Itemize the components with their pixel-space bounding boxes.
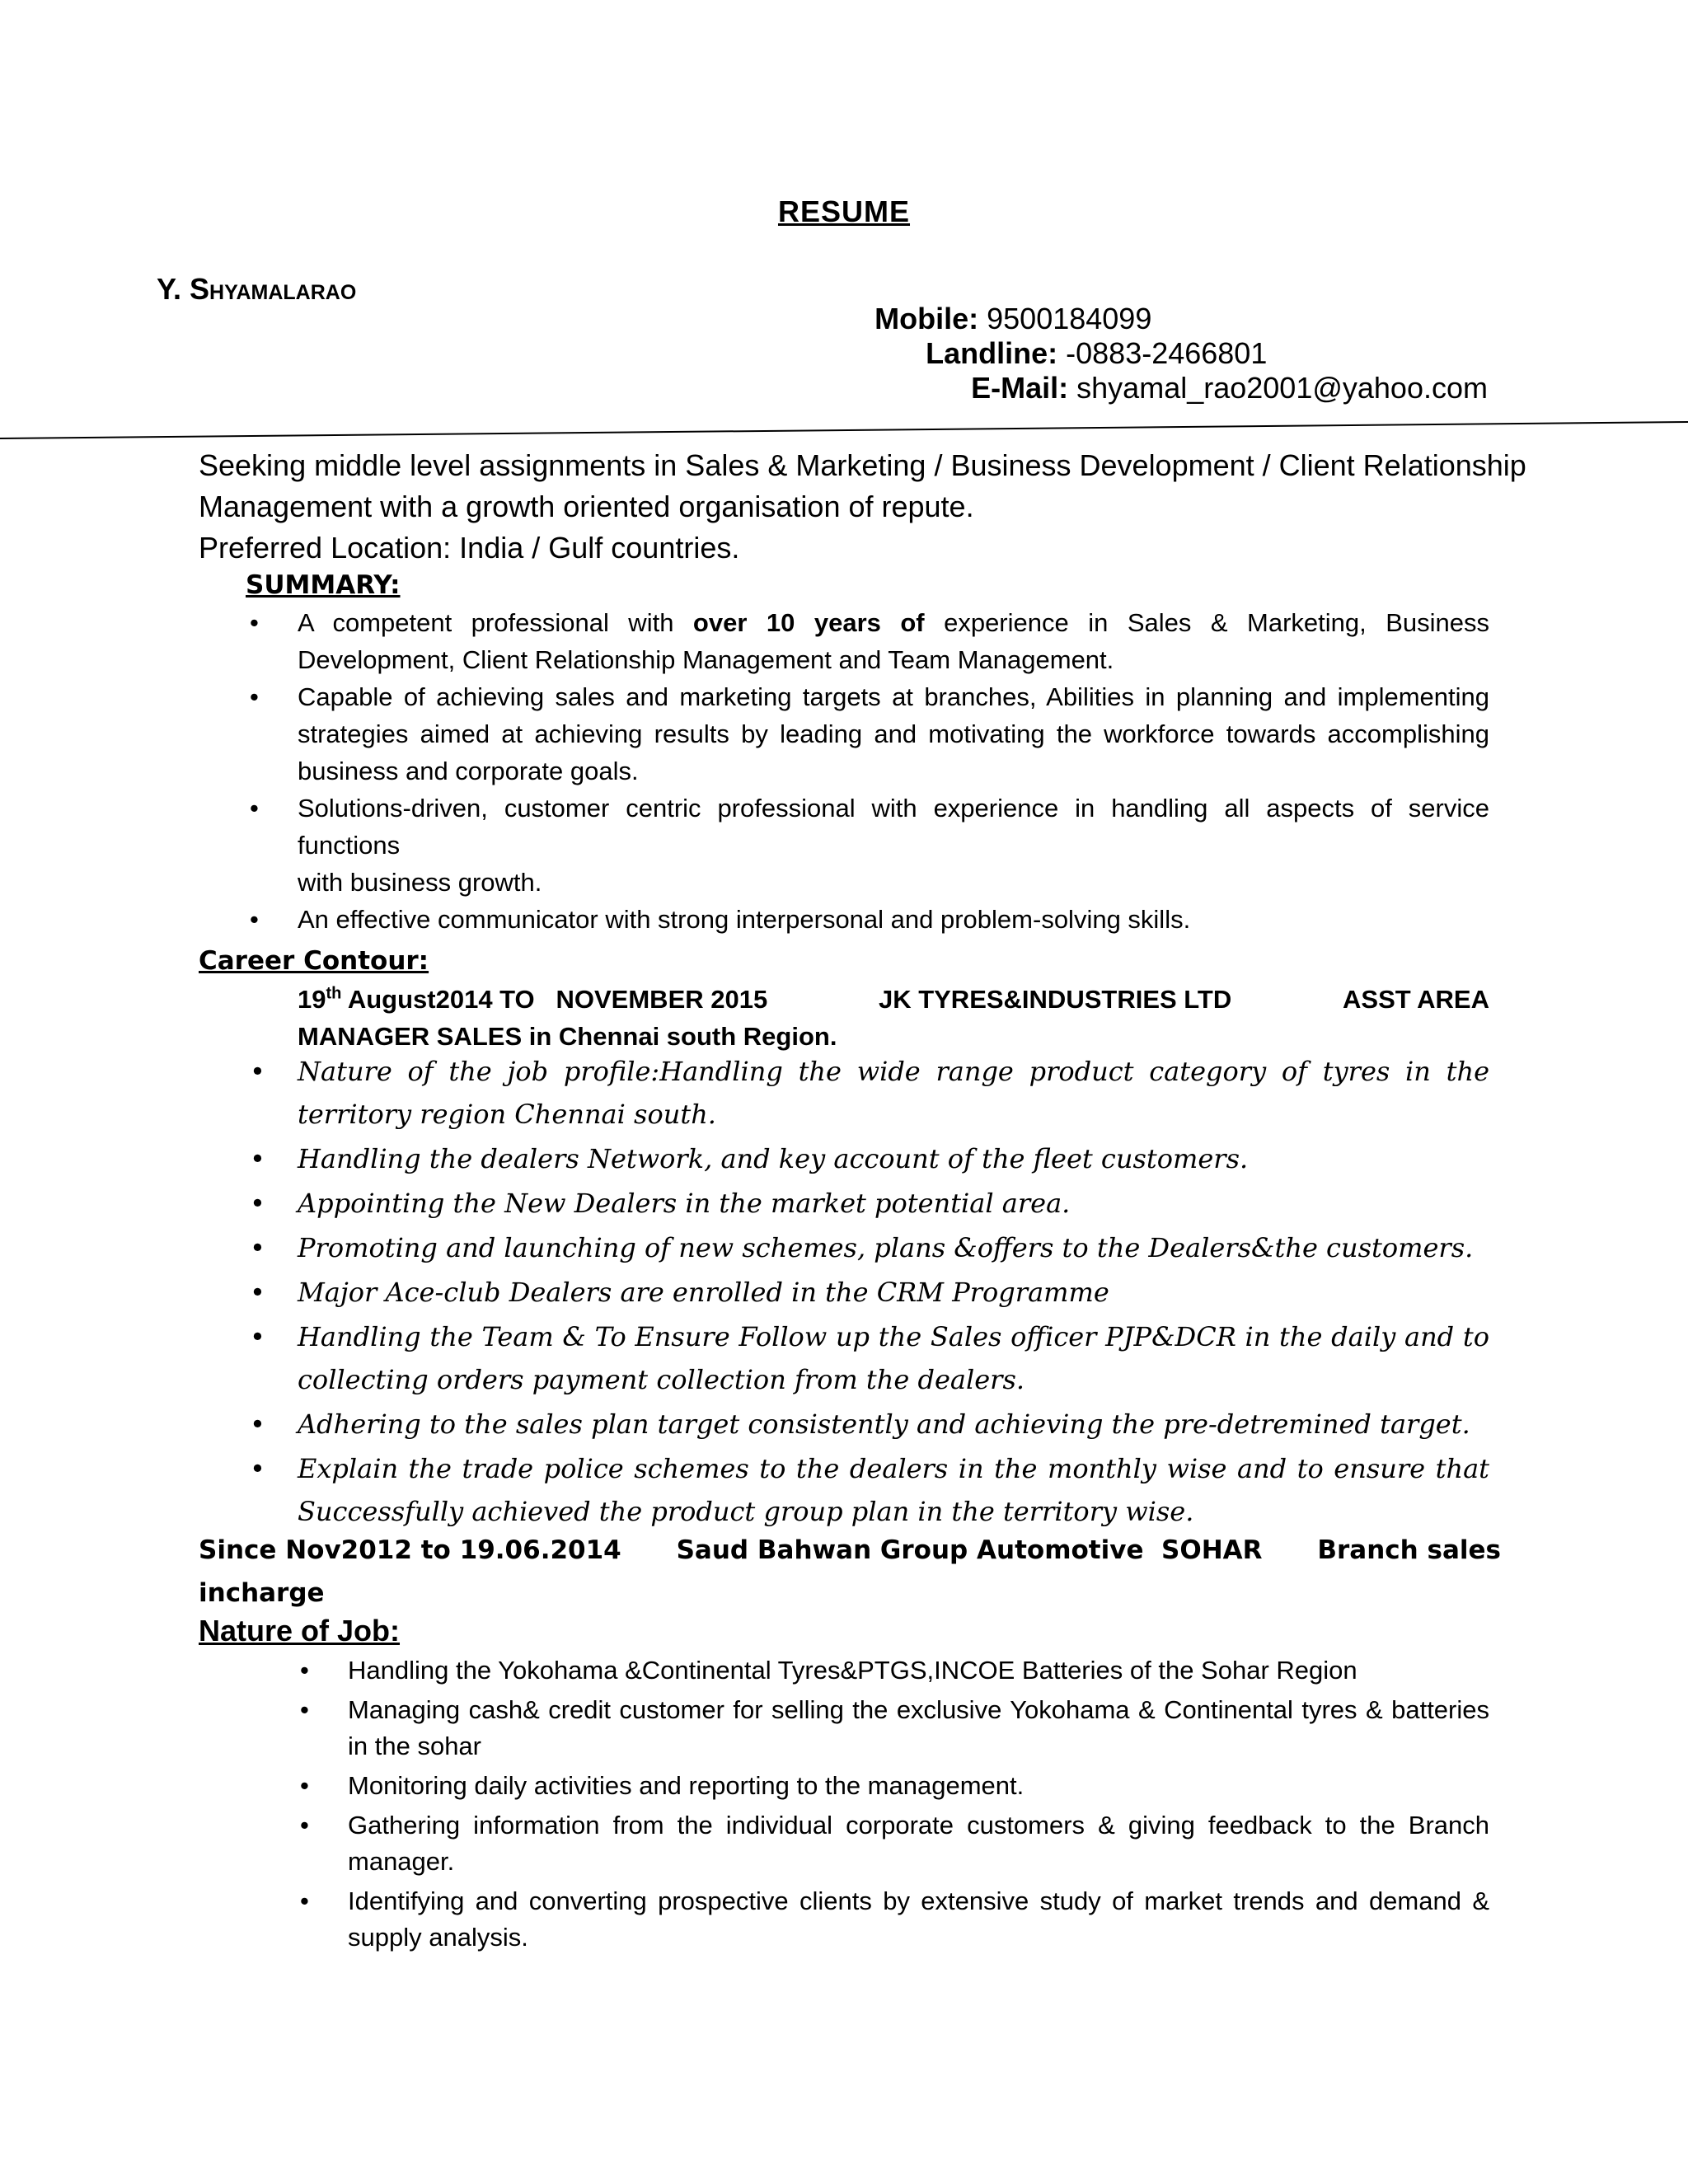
job-jk-tyres (298, 981, 1489, 1055)
list-item: • Appointing the New Dealers in the market potential area. (298, 1182, 1489, 1225)
job-saud-bahwan (199, 1529, 1501, 1615)
contact-landline (926, 336, 1442, 371)
candidate-name: Y. Shyamalarao (157, 272, 357, 306)
job-role-continued: incharge (199, 1578, 325, 1608)
contact-email (971, 371, 1488, 405)
job-role: Branch sales (1317, 1535, 1501, 1565)
summary-heading: SUMMARY: (246, 570, 401, 600)
email-value[interactable]: shyamal_rao2001@yahoo.com (1076, 371, 1488, 405)
job-company: Saud Bahwan Group Automotive SOHAR (676, 1535, 1263, 1565)
job-day-suffix: th (326, 984, 342, 1003)
list-item: • Managing cash& credit customer for selling the exclusive Yokohama & Continental tyres & batteries in the sohar (348, 1692, 1489, 1765)
job-duties-list (298, 1050, 1489, 1535)
landline-value: -0883-2466801 (1066, 336, 1268, 370)
list-item: • Explain the trade police schemes to the dealers in the monthly wise and to ensure that Successfully achieved the product group plan in the territory wise. (298, 1447, 1489, 1533)
email-label: E-Mail: (971, 371, 1069, 405)
job-role-line2: MANAGER SALES in Chennai south Region. (298, 1022, 837, 1051)
career-heading: Career Contour: (199, 946, 429, 976)
list-item (298, 901, 1489, 938)
mobile-label: Mobile: (874, 302, 979, 335)
list-item: • Nature of the job profile:Handling the wide range product category of tyres in the territory region Chennai south. (298, 1050, 1489, 1136)
list-item: • Promoting and launching of new schemes, plans &offers to the Dealers&the customers. (298, 1226, 1489, 1269)
summary-text: Capable of achieving sales and marketing targets at branches, Abilities in planning and implementing strategies aimed at achieving results by leading and motivating the workforce towards accomplishing business and corporate goals. (298, 682, 1489, 785)
list-item (298, 604, 1489, 678)
list-item: • Major Ace-club Dealers are enrolled in the CRM Programme (298, 1271, 1489, 1314)
job-header-row (199, 1529, 1501, 1572)
summary-text: Solutions-driven, customer centric professional with experience in handling all aspects of service functions (298, 794, 1489, 860)
objective-text: Seeking middle level assignments in Sales & Marketing / Business Development / Client Relationship Management with a growth oriented organisation of repute. (199, 448, 1526, 523)
list-item: • Handling the Team & To Ensure Follow up the Sales officer PJP&DCR in the daily and to collecting orders payment collection from the dealers. (298, 1315, 1489, 1401)
document-title: RESUME (777, 194, 911, 228)
landline-label: Landline: (926, 336, 1058, 370)
summary-list (298, 604, 1489, 938)
header-divider (0, 420, 1688, 445)
summary-highlight: over 10 years of (692, 608, 925, 637)
preferred-location: Preferred Location: India / Gulf countries. (199, 531, 740, 565)
list-item: • Handling the dealers Network, and key account of the fleet customers. (298, 1137, 1489, 1180)
job-day: 19 (298, 985, 326, 1014)
job-period: Since Nov2012 to 19.06.2014 (199, 1535, 621, 1565)
job-period (298, 981, 767, 1018)
job-role-line1: ASST AREA (1343, 985, 1489, 1014)
list-item (298, 790, 1489, 901)
list-item: • Identifying and converting prospective clients by extensive study of market trends and demand & supply analysis. (348, 1883, 1489, 1956)
contact-mobile (874, 302, 1391, 336)
list-item: • Handling the Yokohama &Continental Tyres&PTGS,INCOE Batteries of the Sohar Region (348, 1652, 1489, 1689)
nature-of-job-heading: Nature of Job: (199, 1614, 401, 1647)
summary-text: A competent professional with (298, 608, 693, 637)
summary-text: experience in Sales & Marketing, Business Development, Client Relationship Management and Team Management. (298, 608, 1489, 674)
job-company: JK TYRES&INDUSTRIES LTD (878, 985, 1232, 1014)
list-item: • Gathering information from the individual corporate customers & giving feedback to the Branch manager. (348, 1807, 1489, 1880)
job-period-text: August2014 TO NOVEMBER 2015 (341, 985, 768, 1014)
career-objective (199, 445, 1550, 569)
summary-text: An effective communicator with strong interpersonal and problem-solving skills. (298, 905, 1191, 934)
summary-text: with business growth. (298, 868, 542, 897)
list-item: • Adhering to the sales plan target consistently and achieving the pre-detremined target. (298, 1403, 1489, 1446)
mobile-value: 9500184099 (987, 302, 1152, 335)
list-item (298, 678, 1489, 790)
contact-block (874, 302, 1488, 405)
list-item: • Monitoring daily activities and reporting to the management. (348, 1768, 1489, 1804)
job-header-row (298, 981, 1489, 1018)
nature-of-job-list (348, 1652, 1489, 1959)
